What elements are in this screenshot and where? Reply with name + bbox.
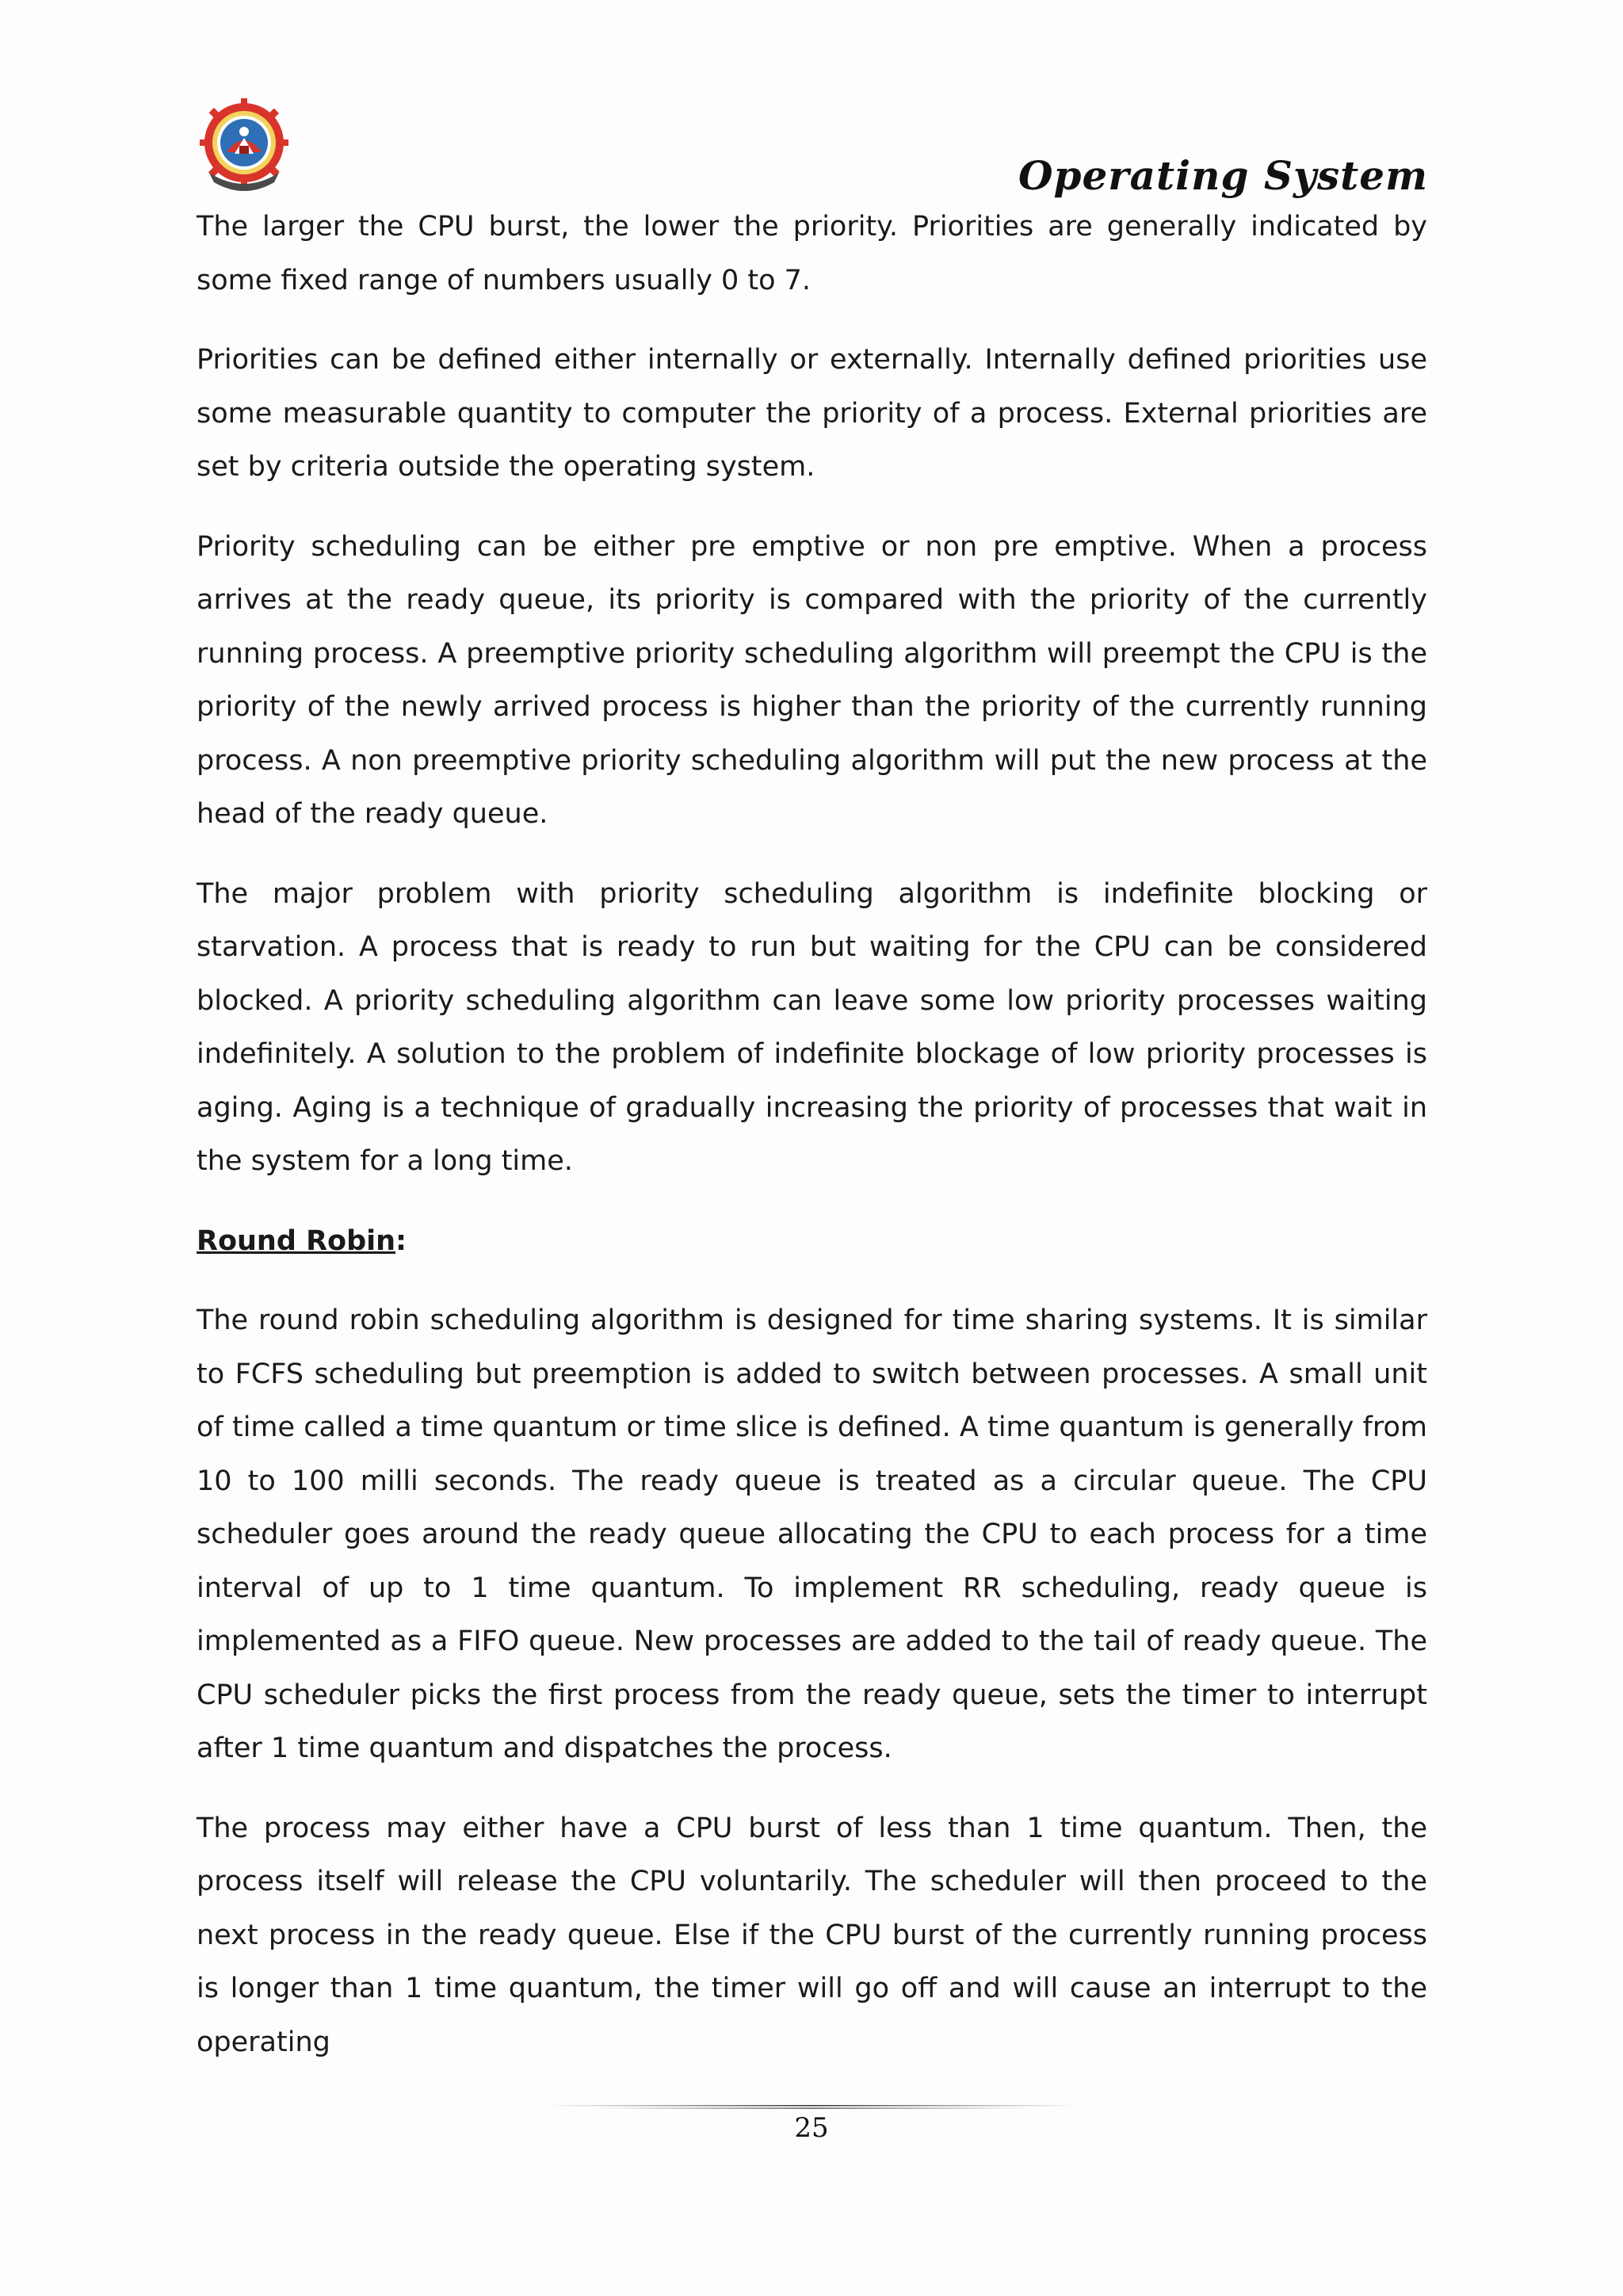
section-heading-colon: : (395, 1224, 407, 1257)
page-number: 25 (794, 2112, 829, 2144)
paragraph: Priority scheduling can be either pre emptive or non pre emptive. When a process arrives at the ready queue, its priority is compared with the priority of the currently running process. A preemptive priority scheduling algorithm will preempt the CPU is the priority of the newly arrived process is higher than the priority of the currently running process. A non preemptive priority scheduling algorithm will put the new process at the head of the ready queue. (197, 530, 1427, 830)
paragraph: The process may either have a CPU burst of less than 1 time quantum. Then, the process itself will release the CPU voluntarily. The scheduler will then proceed to the next process in the ready queue. Else if the CPU burst of the currently running process is longer than 1 time quantum, the timer will go off and will cause an interrupt to the operating (197, 1812, 1427, 2058)
paragraph: The round robin scheduling algorithm is designed for time sharing systems. It is similar to FCFS scheduling but preemption is added to switch between processes. A small unit of time called a time quantum or time slice is defined. A time quantum is generally from 10 to 100 milli seconds. The ready queue is treated as a circular queue. The CPU scheduler goes around the ready queue allocating the CPU to each process for a time interval of up to 1 time quantum. To implement RR scheduling, ready queue is implemented as a FIFO queue. New processes are added to the tail of ready queue. The CPU scheduler picks the first process from the ready queue, sets the timer to interrupt after 1 time quantum and dispatches the process. (197, 1305, 1427, 1764)
footer-divider (547, 2104, 1078, 2111)
running-header-title: Operating System (1018, 152, 1428, 199)
paragraph: The major problem with priority scheduling algorithm is indefinite blocking or starvation. A process that is ready to run but waiting for the CPU can be considered blocked. A priority scheduling algorithm can leave some low priority processes waiting indefinitely. A solution to the problem of indefinite blockage of low priority processes is aging. Aging is a technique of gradually increasing the priority of processes that wait in the system for a long time. (197, 877, 1427, 1177)
paragraph: Priorities can be defined either internally or externally. Internally defined priorities use some measurable quantity to computer the priority of a process. External priorities are set by criteria outside the operating system. (197, 344, 1427, 483)
section-heading (197, 1215, 1427, 1269)
institution-logo (195, 97, 293, 195)
section-heading-text: Round Robin (197, 1224, 396, 1257)
paragraph: The larger the CPU burst, the lower the priority. Priorities are generally indicated by some fixed range of numbers usually 0 to 7. (197, 211, 1427, 296)
page-body (197, 201, 1427, 2095)
